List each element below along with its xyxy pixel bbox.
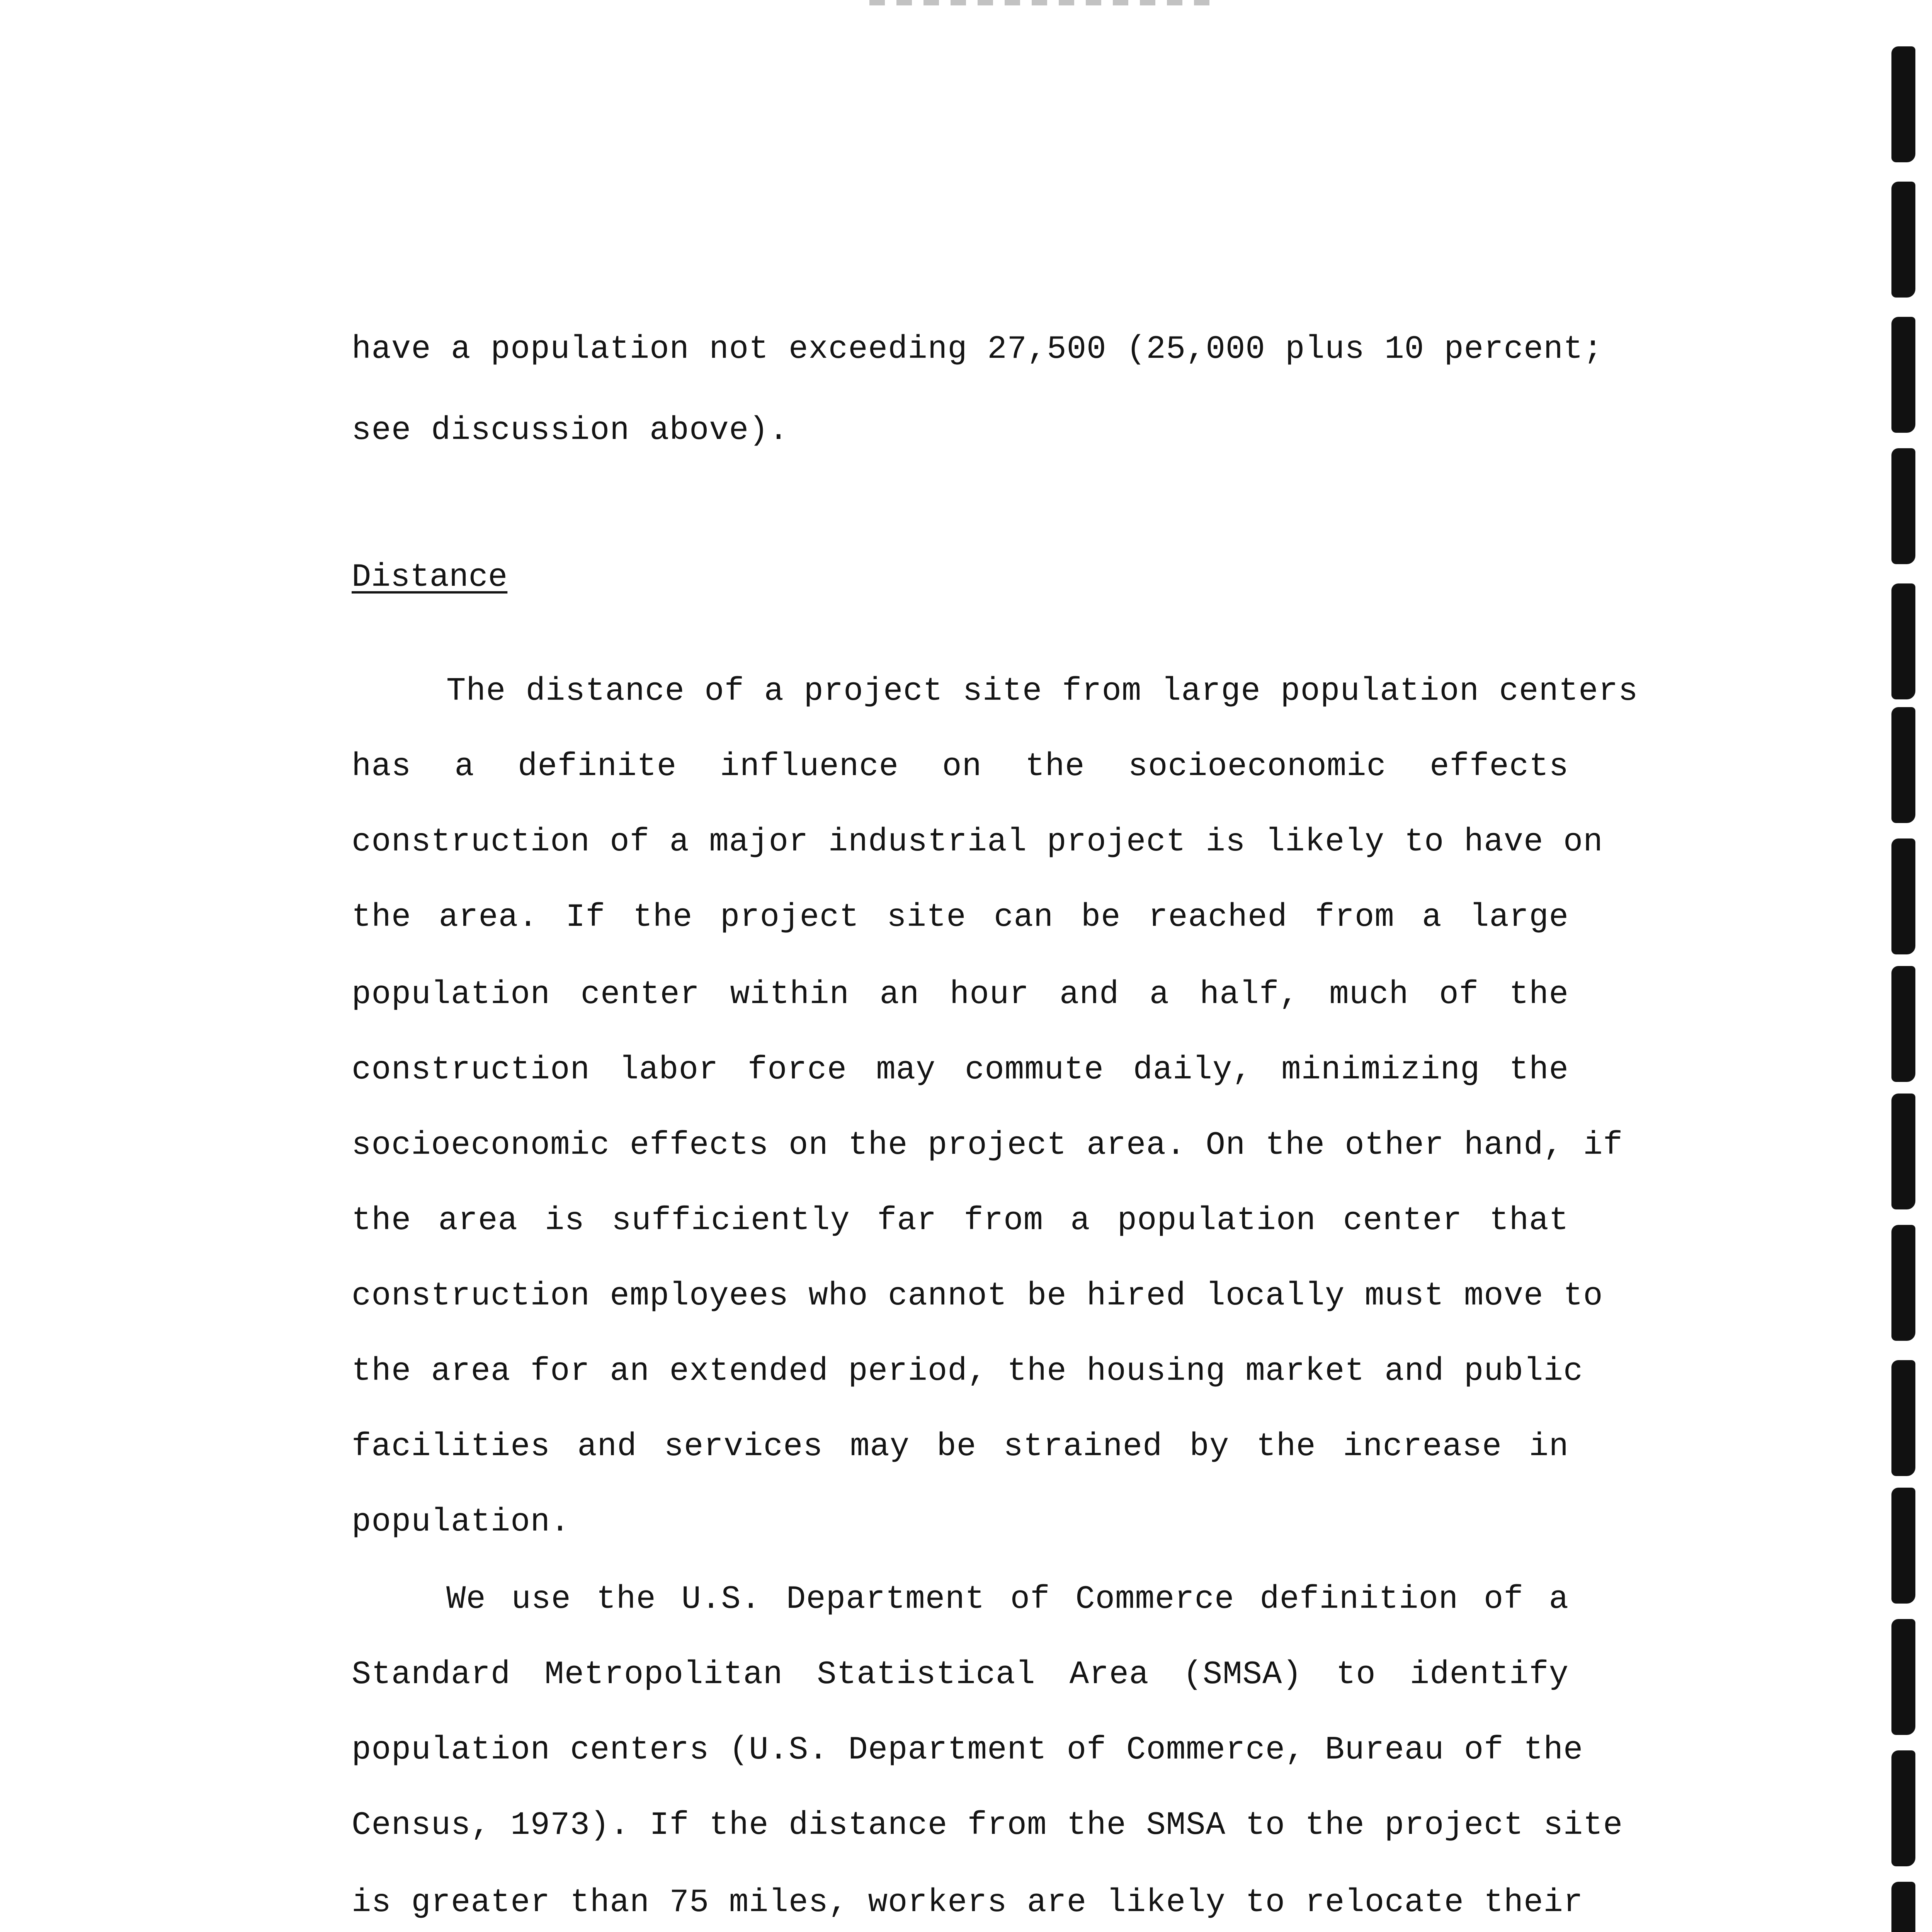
paragraph-1-line: construction labor force may commute daily, minimizing the [352, 1052, 1569, 1088]
paragraph-1-line: socioeconomic effects on the project area. On the other hand, if [352, 1127, 1623, 1164]
binding-hole [1891, 1619, 1915, 1735]
binding-hole [1891, 1225, 1915, 1341]
body-line: see discussion above). [352, 412, 789, 449]
paragraph-1-line: has a definite influence on the socioeconomic effects [352, 748, 1569, 785]
paragraph-1-line: the area. If the project site can be reached from a large [352, 899, 1569, 936]
binding-hole [1891, 707, 1915, 823]
binding-hole [1891, 1488, 1915, 1604]
paragraph-1-line: population center within an hour and a half, much of the [352, 976, 1569, 1013]
paragraph-2-line: We use the U.S. Department of Commerce definition of a [446, 1581, 1569, 1618]
binding-hole [1891, 838, 1915, 954]
binding-hole [1891, 1360, 1915, 1476]
paragraph-1-line: the area for an extended period, the housing market and public [352, 1353, 1583, 1390]
paragraph-1-line: construction employees who cannot be hired locally must move to [352, 1278, 1603, 1315]
paragraph-2-line: is greater than 75 miles, workers are likely to relocate their [352, 1884, 1583, 1921]
section-heading: Distance [352, 559, 508, 596]
paragraph-1-line: facilities and services may be strained by the increase in [352, 1429, 1569, 1465]
binding-hole [1891, 966, 1915, 1082]
paragraph-2-line: population centers (U.S. Department of Commerce, Bureau of the [352, 1732, 1583, 1769]
paragraph-1-line: the area is sufficiently far from a population center that [352, 1202, 1569, 1239]
binding-hole [1891, 1882, 1915, 1932]
binding-hole [1891, 317, 1915, 433]
binding-hole [1891, 1750, 1915, 1866]
binding-hole [1891, 46, 1915, 162]
binding-hole [1891, 583, 1915, 699]
paragraph-1-line: construction of a major industrial project is likely to have on [352, 824, 1603, 861]
body-line: have a population not exceeding 27,500 (25,000 plus 10 percent; [352, 331, 1603, 368]
paragraph-1-line: The distance of a project site from large population centers [446, 673, 1638, 710]
paragraph-1-line: population. [352, 1504, 570, 1541]
binding-hole [1891, 182, 1915, 298]
binding-hole [1891, 448, 1915, 564]
binding-hole [1891, 1094, 1915, 1209]
paragraph-2-line: Census, 1973). If the distance from the SMSA to the project site [352, 1807, 1623, 1844]
scan-artifact [869, 0, 1217, 5]
paragraph-2-line: Standard Metropolitan Statistical Area (SMSA) to identify [352, 1656, 1569, 1693]
